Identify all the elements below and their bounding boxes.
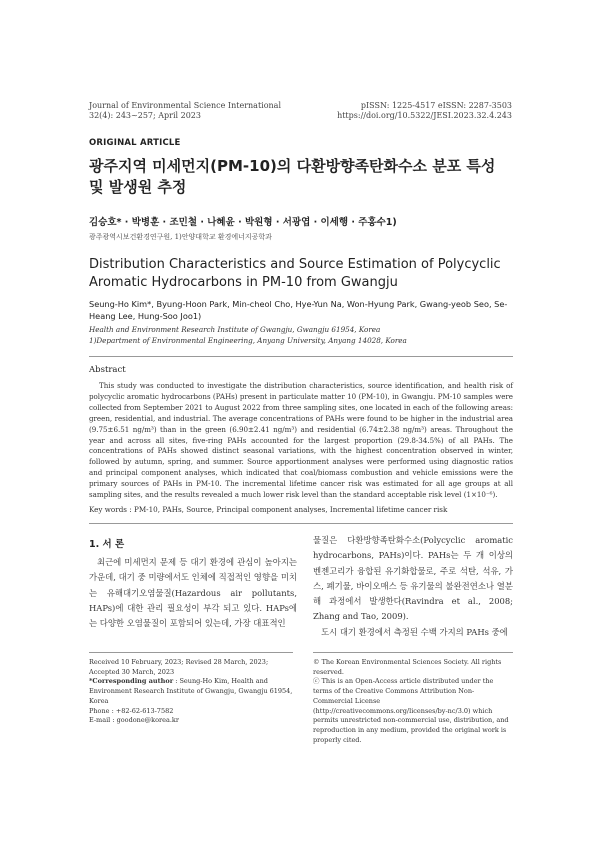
intro-column-2	[313, 533, 513, 640]
footnote-divider-right	[313, 652, 513, 653]
license-text	[313, 677, 513, 745]
accepted-date: Accepted 30 March, 2023	[89, 667, 175, 676]
keywords	[89, 505, 513, 514]
abstract-heading: Abstract	[89, 365, 126, 375]
korean-authors: 김승호* · 박병훈 · 조민철 · 나혜윤 · 박원형 · 서광엽 · 이세행 · 주홍수1)	[89, 217, 397, 228]
article-type: ORIGINAL ARTICLE	[89, 138, 181, 148]
journal-issue: 32(4): 243~257; April 2023	[89, 111, 201, 120]
english-affiliations	[89, 324, 407, 346]
abstract-text: This study was conducted to investigate the distribution characteristics, source identification, and health risk of polycyclic aromatic hydrocarbons (PAHs) present in particulate matter 10 (PM-10), in Gwangju. PM-10 samples were collected from September 2021 to August 2022 from three sampling sites, one located in each of the following areas: green, residential, and industrial. The average concentrations of PAHs were found to be higher in the industrial area (9.75±6.51 ng/m³) than in the green (6.90±2.41 ng/m³) and residential (6.74±2.38 ng/m³) areas. Throughout the year and across all sites, five-ring PAHs accounted for the largest proportion (29.8-34.5%) of all PAHs. The concentrations of PAHs showed distinct seasonal variations, with the highest concentration observed in winter, followed by autumn, spring, and summer. Source apportionment analyses were performed using diagnostic ratios and principal component analyses, which indicated that coal/biomass combustion and vehicle emissions were the primary sources of PAHs in PM-10. The incremental lifetime cancer risk was estimated for all age groups at all sampling sites, and the results revealed a much lower risk level than the standard acceptable risk level (1×10⁻⁶).	[89, 381, 513, 500]
intro-paragraph-2: 도시 대기 환경에서 측정된 수백 가지의 PAHs 중에	[321, 626, 508, 637]
english-title: Distribution Characteristics and Source Estimation of Polycyclic Aromatic Hydrocarbons in PM-10 from Gwangju	[89, 257, 501, 290]
korean-affiliation: 광주광역시보건환경연구원, 1)안양대학교 환경에너지공학과	[89, 233, 272, 241]
intro-column-1: 최근에 미세먼지 문제 등 대기 환경에 관심이 높아지는 가운데, 대기 중 미량에서도 인체에 직접적인 영향을 미치는 유해대기오염물질(Hazardous air pollutants, HAPs)에 대한 관리 필요성이 부각 되고 있다. HAPs에는 다양한 오염물질이 포함되어 있는데, 가장 대표적인	[89, 557, 297, 629]
affiliation-1: Health and Environment Research Institute of Gwangju, Gwangju 61954, Korea	[89, 325, 381, 334]
divider-top	[89, 356, 513, 357]
received-dates: Received 10 February, 2023; Revised 28 March, 2023;	[89, 658, 269, 666]
footnote-left	[89, 658, 293, 726]
section-heading: 1. 서 론	[89, 539, 125, 550]
corresponding-details: : Seung-Ho Kim, Health and Environment Research Institute of Gwangju, Gwangju 61954, Korea	[89, 677, 293, 705]
affiliation-2: 1)Department of Environmental Engineering, Anyang University, Anyang 14028, Korea	[89, 336, 407, 345]
journal-name: Journal of Environmental Science International	[89, 101, 282, 110]
korean-title: 광주지역 미세먼지(PM-10)의 다환방향족탄화수소 분포 특성 및 발생원 추정	[89, 157, 496, 196]
intro-paragraph-1: 물질은 다환방향족탄화수소(Polycyclic aromatic hydrocarbons, PAHs)이다. PAHs는 두 개 이상의 벤젠고리가 융합된 유기화합물로, 주로 석탄, 석유, 가스, 폐기물, 바이오매스 등 유기물의 불완전연소나 열분해 과정에서 발생한다(Ravindra et al., 2008; Zhang and Tao, 2009).	[313, 535, 513, 622]
copyright: © The Korean Environmental Sciences Society. All rights reserved.	[313, 658, 502, 676]
divider-bottom	[89, 523, 513, 524]
journal-header-left	[89, 101, 281, 121]
phone: Phone : +82-62-613-7582	[89, 706, 174, 715]
english-authors: Seung-Ho Kim*, Byung-Hoon Park, Min-cheol Cho, Hye-Yun Na, Won-Hyung Park, Gwang-yeob Seo, Se-Heang Lee, Hung-Soo Joo1)	[89, 299, 508, 321]
footnote-divider-left	[89, 652, 293, 653]
issn: pISSN: 1225-4517 eISSN: 2287-3503	[360, 101, 512, 110]
doi-link[interactable]: https://doi.org/10.5322/JESI.2023.32.4.243	[337, 111, 512, 120]
journal-header-right	[337, 101, 512, 121]
corresponding-label: *Corresponding author	[89, 677, 174, 686]
keywords-list: PM-10, PAHs, Source, Principal component analyses, Incremental lifetime cancer risk	[133, 505, 448, 514]
license-body: This is an Open-Access article distributed under the terms of the Creative Commons Attribution Non-Commercial License (http://creativecommons.org/licenses/by-nc/3.0) which permits unrestricted non-commercial use, distribution, and reproduction in any medium, provided the original work is properly cited.	[313, 677, 509, 744]
keywords-label: Key words :	[89, 505, 132, 514]
footnote-right	[313, 658, 513, 745]
cc-icon: ⓒ	[313, 677, 320, 686]
corresponding-author	[89, 677, 293, 706]
email[interactable]: E-mail : goodone@korea.kr	[89, 716, 179, 725]
